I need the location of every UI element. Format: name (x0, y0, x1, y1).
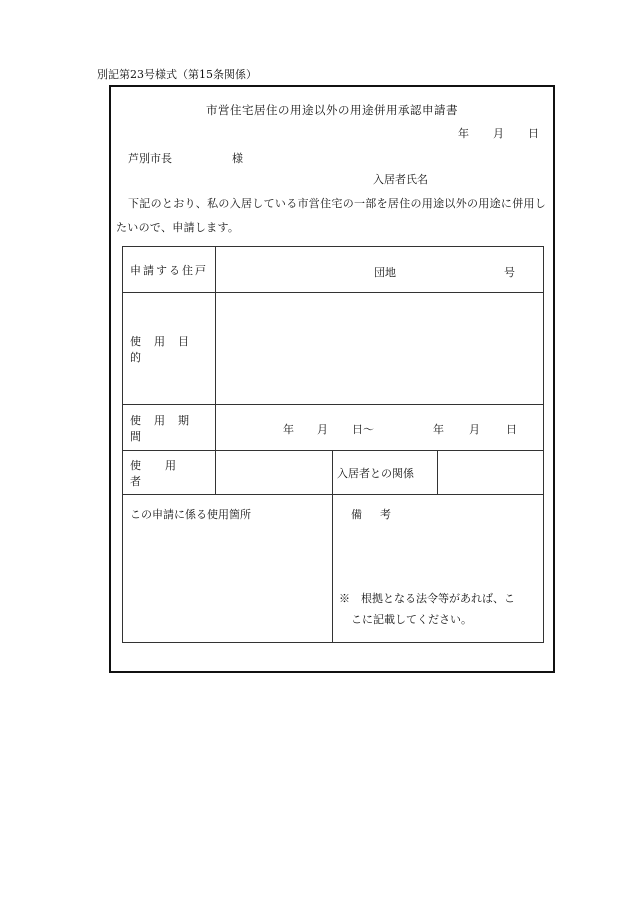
application-date (458, 125, 539, 141)
remarks-label (351, 506, 409, 522)
relation-label: 入居者との関係 (333, 451, 438, 495)
period-field[interactable] (216, 405, 544, 451)
date-year-label: 年 (458, 127, 469, 140)
location-label: この申請に係る使用箇所 (123, 495, 333, 643)
form-frame (109, 85, 555, 673)
remarks-note (339, 588, 515, 630)
date-day-label: 日 (528, 127, 539, 140)
request-statement: 下記のとおり、私の入居している市営住宅の一部を居住の用途以外の用途に併用したいので、申請します。 (116, 197, 547, 234)
period-start-year: 年 (283, 423, 294, 436)
period-row (123, 405, 544, 451)
form-number: 別記第23号様式（第15条関係） (97, 68, 257, 81)
remarks-note-line-1: ※ 根拠となる法令等があれば、こ (339, 592, 515, 605)
relation-field[interactable] (438, 451, 544, 495)
user-row (123, 451, 544, 495)
resident-name-label: 入居者氏名 (373, 173, 428, 186)
user-label (123, 451, 216, 495)
dwelling-row (123, 247, 544, 293)
period-start-day: 日～ (352, 423, 374, 436)
danchi-label: 団地 (374, 266, 396, 279)
dwelling-label: 申請する住戸 (123, 247, 216, 293)
purpose-field[interactable] (216, 293, 544, 405)
addressee-honorific: 様 (232, 152, 243, 165)
remarks-field[interactable] (333, 495, 544, 643)
dwelling-field[interactable] (216, 247, 544, 293)
location-row (123, 495, 544, 643)
remarks-note-line-2: こに記載してください。 (351, 613, 472, 626)
user-label-text: 使用者 (130, 458, 200, 488)
go-label: 号 (504, 266, 515, 279)
addressee-name: 芦別市長 (128, 152, 172, 165)
form-title: 市営住宅居住の用途以外の用途併用承認申請書 (206, 103, 458, 117)
period-end-day: 日 (506, 423, 517, 436)
period-label: 使用期間 (123, 405, 216, 451)
remarks-label-text: 備考 (351, 508, 409, 521)
application-table (122, 246, 544, 643)
period-end-year: 年 (433, 423, 444, 436)
purpose-row (123, 293, 544, 405)
date-month-label: 月 (493, 127, 504, 140)
period-start-month: 月 (317, 423, 328, 436)
addressee (128, 150, 243, 166)
user-field[interactable] (216, 451, 333, 495)
period-end-month: 月 (469, 423, 480, 436)
purpose-label: 使用目的 (123, 293, 216, 405)
